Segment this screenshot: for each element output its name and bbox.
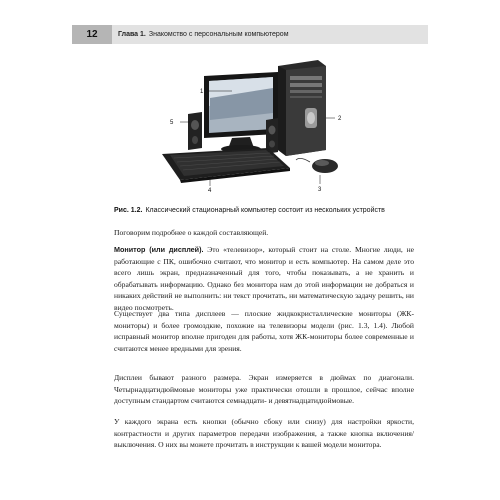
figure-caption (114, 207, 414, 214)
monitor-term: Монитор (или дисплей). (114, 245, 204, 254)
system-unit-tower (278, 60, 326, 156)
paragraph-display-buttons: У каждого экрана есть кнопки (обычно сбоку или снизу) для настройки яркости, контрастности и других параметров передачи изображения, а также кнопка включения/выключения. О них вы можете прочитать в инструкции к вашей модели монитора. (114, 417, 414, 449)
computer-figure (150, 58, 370, 198)
keyboard (162, 148, 290, 183)
page-number-box (72, 25, 112, 44)
callout-2: 2 (338, 116, 342, 122)
paragraph-display-types: Существует два типа дисплеев — плоские жидкокристаллические мониторы (ЖК-мониторы) и более громоздкие, похожие на телевизоры модели (рис. 1.3, 1.4). Любой исправный монитор вполне пригоден для работы, хотя ЖК-мониторы более современные и считаются менее вредными для зрения. (114, 309, 414, 353)
callout-1: 1 (200, 89, 204, 95)
page-number: 12 (86, 29, 98, 40)
monitor-description: Это «телевизор», который стоит на столе. Многие люди, не работающие с ПК, ошибочно считают, что монитор и есть компьютер. На самом деле это всего лишь экран, предназначенный для того, чтобы показывать, а не хранить и обрабатывать информацию. Однако без монитора нам до этой информации не добраться и никаких действий не выполнить: ни текст прочитать, ни математическую задачу решить, ни видео посмотреть. (114, 245, 415, 312)
callout-3: 3 (318, 187, 322, 193)
chapter-title: Знакомство с персональным компьютером (148, 31, 289, 38)
paragraph-monitor (114, 244, 414, 313)
desktop-computer-illustration (150, 58, 370, 198)
paragraph-display-sizes: Дисплеи бывают разного размера. Экран измеряется в дюймах по диагонали. Четырнадцатидюймовые мониторы уже практически отошли в прошлое, сейчас вполне доступным стандартом считаются семнадцати- и девятнадцатидюймовые. (114, 373, 414, 405)
chapter-label: Глава 1. (118, 31, 146, 38)
left-speaker (188, 112, 202, 150)
figure-caption-label: Рис. 1.2. (114, 207, 143, 214)
paragraph-intro: Поговорим подробнее о каждой составляющей. (114, 228, 269, 237)
mouse (296, 158, 338, 173)
running-header (72, 25, 428, 44)
chapter-bar (112, 25, 428, 44)
figure-caption-text: Классический стационарный компьютер состоит из нескольких устройств (145, 207, 385, 214)
callout-4: 4 (208, 188, 212, 194)
callout-5: 5 (170, 120, 174, 126)
